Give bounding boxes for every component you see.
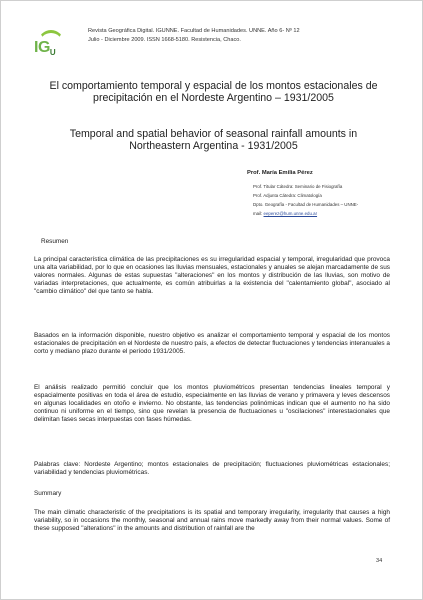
affiliation-2: Prof. Adjunta Cátedra: Climatología [253,193,322,198]
title-spanish: El comportamiento temporal y espacial de los montos estacionales de precipitación en el Nordeste Argentino – 1931/2005 [49,80,378,105]
author-email-row [253,209,403,218]
resumen-heading: Resumen [41,238,69,245]
author-name: Prof. María Emilia Pérez [247,170,313,176]
logo-text: IGU [34,39,56,57]
email-label: mail: [253,211,263,216]
journal-line-2: Julio - Diciembre 2009. ISSN 1668-5180. Resistencia, Chaco. [88,36,241,43]
journal-line-1: Revista Geográfica Digital. IGUNNE. Facultad de Humanidades. UNNE. Año 6- Nº 12 [88,28,300,34]
igunne-logo [34,30,82,60]
keywords: Palabras clave: Nordeste Argentino; montos estacionales de precipitación; fluctuaciones pluviométricas estacionales; variabilidad y tendencias pluviométricas. [34,461,390,477]
author-affiliations [253,182,403,218]
page-number: 34 [376,558,383,564]
affiliation-1: Prof. Titular Cátedra: Seminario de Fisiografía [253,184,343,189]
title-english: Temporal and spatial behavior of seasonal rainfall amounts in Northeastern Argentina - 1931/2005 [69,128,358,153]
journal-info [88,27,398,44]
affiliation-3: Dpto. Geografía - Facultad de Humanidades – UNNE- [253,202,359,207]
journal-header [34,27,394,61]
resumen-paragraph-2: Basados en la información disponible, nuestro objetivo es analizar el comportamiento temporal y espacial de los montos estacionales de precipitación en el Nordeste de nuestro país, a efectos de detectar fluctuaciones y tendencias interanuales a corto y mediano plazo durante el período 1931/2005. [34,332,390,356]
author-email-link[interactable]: eeperez@hum.unne.edu.ar [263,211,318,216]
summary-heading: Summary [34,490,62,497]
summary-paragraph-1: The main climatic characteristic of the precipitations is its spatial and temporary irregularity, irregularity that causes a high variability, so in occasions the monthly, seasonal and annual rains move markedly away from their normal values. Some of these supposed "alterations" in the amounts and distribution of rainfall are the [34,509,390,533]
resumen-paragraph-3: El análisis realizado permitió concluir que los montos pluviométricos presentan tendencias lineales temporal y espacialmente positivas en toda el área de estudio, especialmente en las lluvias de verano y primavera y leves descensos en algunas localidades en otoño e invierno. No obstante, las tendencias polinómicas indican que el aumento no ha sido continuo ni uniforme en el tiempo, sino que revelan la presencia de fluctuaciones u "oscilaciones" interestacionales que delimitan fases secas interpuestas con fases húmedas. [34,384,390,424]
resumen-paragraph-1: La principal característica climática de las precipitaciones es su irregularidad espacial y temporal, irregularidad que provoca una alta variabilidad, por lo que en ocasiones las lluvias mensuales, estacionales y anuales se alejan marcadamente de sus valores normales. Algunas de estas supuestas "alteraciones" en los montos y distribución de las lluvias, son motivo de variadas interpretaciones, que actualmente, es común atribuirlas a la existencia del "calentamiento global", asociado al "cambio climático" del que tanto se habla. [34,256,390,296]
